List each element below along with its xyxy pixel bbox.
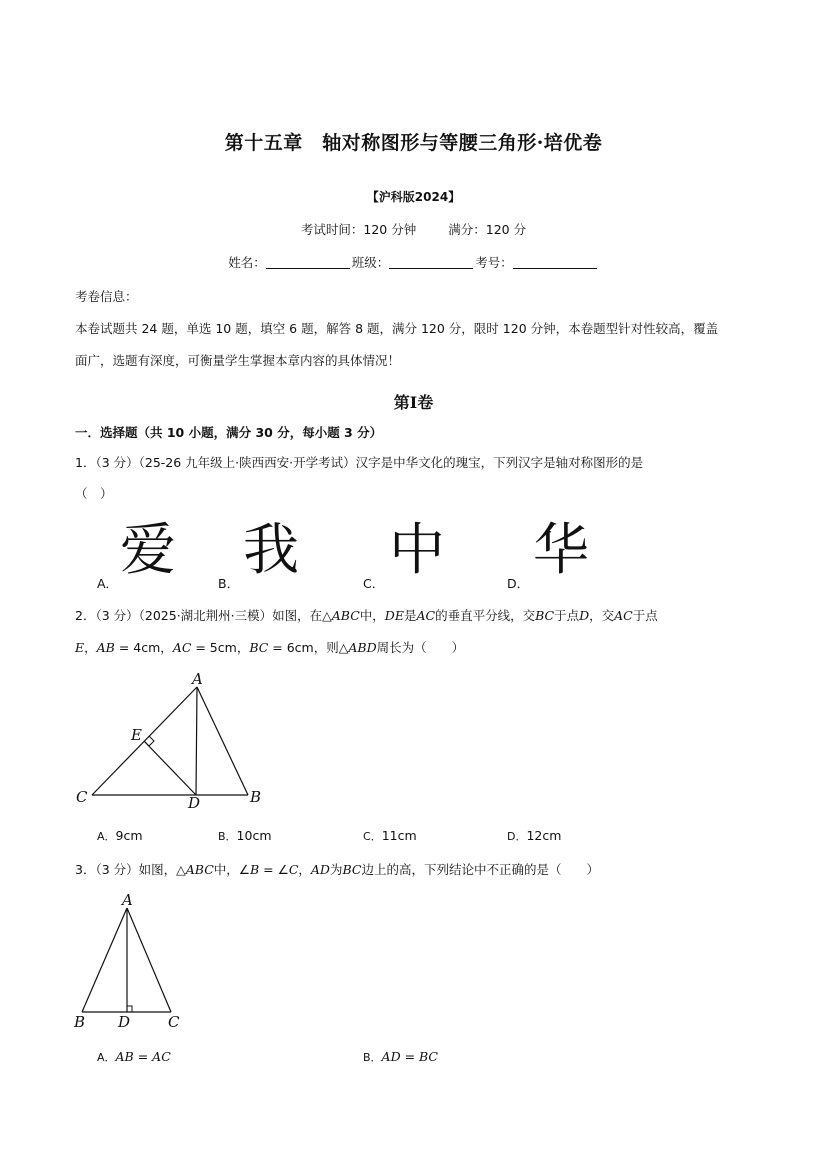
q3-option-a[interactable] [97,1049,171,1065]
q2-text: 于点 [554,608,580,623]
q3-segment-ab [82,908,127,1012]
section-title: 一．选择题（共 10 小题，满分 30 分，每小题 3 分） [75,425,383,440]
q2-option-c-value: 11cm [381,828,417,843]
q3-text [75,860,599,878]
q1-text: 1．（3 分）（25-26 九年级上·陕西西安·开学考试）汉字是中华文化的瑰宝，下列汉字是轴对称图形的是 [75,455,644,470]
exam-info-label: 考卷信息： [75,289,138,304]
page-title: 第十五章 轴对称图形与等腰三角形·培优卷 [224,132,603,154]
class-field[interactable] [389,255,473,269]
q3-label-c: C [168,1013,180,1031]
q3-math: C [288,862,299,877]
q2-text: = 4cm， [114,640,173,655]
q3-text-part: = ∠ [259,862,289,877]
q2-label-c: C [76,788,88,806]
q2-label-d: D [188,794,201,812]
q3-option-b-expr: AD = BC [381,1049,438,1064]
q3-text-part: 为 [329,862,343,877]
q2-text: 中， [359,608,385,623]
q3-option-a-expr: AB = AC [115,1049,171,1064]
q2-label-b: B [250,788,262,806]
q2-option-b-value: 10cm [236,828,272,843]
q2-option-a[interactable] [97,828,143,844]
q2-option-a-value: 9cm [115,828,143,843]
name-label: 姓名： [228,255,266,270]
student-info-blanks [0,253,827,271]
q2-option-a-label: A． [97,830,116,843]
exam-time-score [0,220,827,238]
q2-text: ， [84,640,97,655]
q1-option-a-char: 爱 [120,518,176,583]
q1-option-c-label[interactable]: C． [363,576,385,591]
q2-segment-ed [144,741,196,795]
exam-info-line1: 本卷试题共 24 题，单选 10 题，填空 6 题，解答 8 题，满分 120 分，限时 120 分钟，本卷题型针对性较高，覆盖 [75,321,719,336]
id-label: 考号： [475,255,513,270]
q3-text-part: 中，∠ [213,862,250,877]
class-label: 班级： [351,255,390,270]
q3-math: ABC [185,862,214,877]
q2-math: AC [614,608,633,623]
q2-text: ，交 [589,608,615,623]
q2-option-d-label: D． [507,830,527,843]
q2-option-c[interactable] [363,828,417,844]
q2-figure [70,668,270,813]
q2-math: BC [535,608,555,623]
exam-info [75,281,755,377]
q2-right-angle-mark [144,736,154,746]
q2-math: AB [96,640,115,655]
q3-math: BC [342,862,362,877]
q1-option-b-label[interactable]: B． [218,576,240,591]
q2-math: BC [249,640,269,655]
q2-math: AC [416,608,436,623]
name-field[interactable] [266,255,350,269]
q2-math: AC [172,640,192,655]
q2-math: DE [384,608,404,623]
q2-option-d[interactable] [507,828,561,844]
q1-option-c-char: 中 [389,518,445,583]
q1-option-b-char: 我 [243,518,299,583]
q2-math: ABC [331,608,360,623]
q3-option-b-label: B． [363,1051,382,1064]
q3-math: B [249,862,260,877]
q3-label-d: D [118,1013,131,1031]
q2-label-a: A [192,670,203,688]
q2-line2 [75,638,464,656]
q2-math: D [579,608,590,623]
q3-label-b: B [74,1013,86,1031]
q3-right-angle-mark [127,1006,132,1012]
q3-label-a: A [122,891,133,909]
q1-option-d-char: 华 [533,518,589,583]
q2-text: 于点 [632,608,658,623]
q2-label-e: E [131,726,142,744]
q3-option-b[interactable] [363,1049,438,1065]
q2-option-b[interactable] [218,828,272,844]
q3-segment-ac [127,908,171,1012]
q3-option-a-label: A． [97,1051,116,1064]
q2-math: ABD [348,640,377,655]
id-field[interactable] [513,255,597,269]
q3-text-part: ， [298,862,311,877]
q1-paren: （ ） [75,486,113,501]
full-score: 满分：120 分 [448,222,527,237]
q2-line1 [75,606,658,624]
volume-title: 第Ⅰ卷 [393,393,434,412]
q2-text: 周长为（ ） [376,640,465,655]
edition-label: 【沪科版2024】 [366,190,461,204]
q1-option-a-label[interactable]: A． [97,576,119,591]
q2-text: 的垂直平分线，交 [435,608,536,623]
q2-text: = 5cm， [191,640,250,655]
exam-info-line2: 面广，选题有深度，可衡量学生掌握本章内容的具体情况！ [75,353,401,368]
q3-text-part: 边上的高，下列结论中不正确的是（ ） [361,862,599,877]
q2-math: E [75,640,85,655]
q3-text-part: 3．（3 分）如图，△ [75,862,186,877]
q2-segment-ab [197,687,248,795]
exam-time: 考试时间：120 分钟 [300,222,417,237]
q3-math: AD [310,862,330,877]
q2-option-b-label: B． [218,830,237,843]
q2-text: 2．（3 分）（2025·湖北荆州·三模）如图，在△ [75,608,332,623]
q2-text: = 6cm，则△ [268,640,349,655]
q2-text: 是 [403,608,417,623]
q3-figure [68,890,198,1035]
q1-option-d-label[interactable]: D． [507,576,530,591]
q2-option-d-value: 12cm [526,828,562,843]
q2-option-c-label: C． [363,830,382,843]
q2-segment-ad [196,687,197,795]
